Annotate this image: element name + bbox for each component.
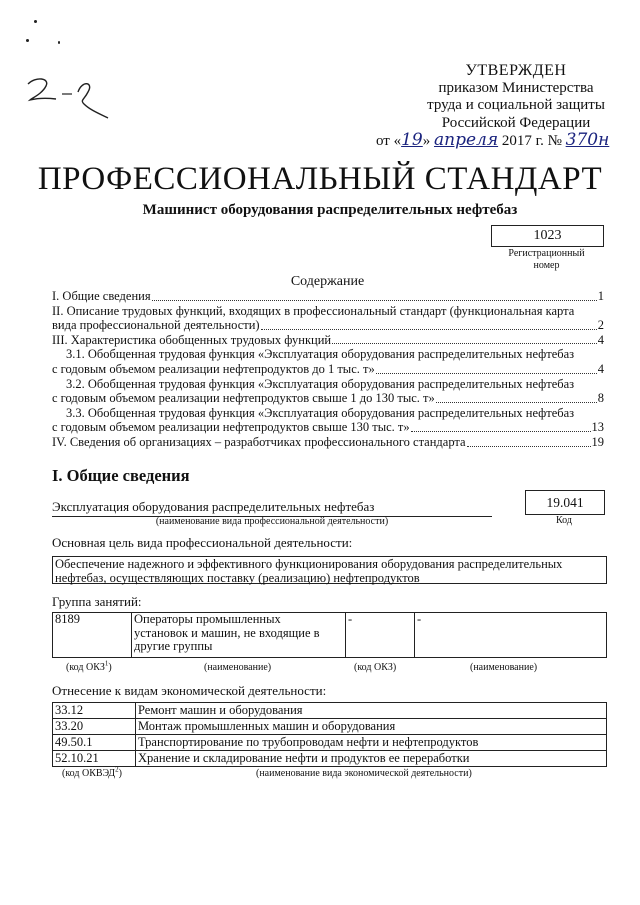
date-year: 2017 г. № [501, 133, 562, 149]
goal-text-line-1: Обеспечение надежного и эффективного функционирования оборудования распределительных [55, 557, 563, 571]
toc-entry-ii-line1[interactable]: II. Описание трудовых функций, входящих в профессиональный стандарт (функциональная карта [52, 303, 575, 318]
date-prefix: от « [376, 133, 402, 149]
approval-line-2: труда и социальной защиты [427, 97, 605, 113]
okved-name-cell: Хранение и складирование нефти и продуктов ее переработки [136, 751, 607, 767]
toc-entry-3-2-line1[interactable]: 3.2. Обобщенная трудовая функция «Эксплуатация оборудования распределительных нефтебаз [66, 376, 575, 391]
toc-entry-3-3-line1[interactable]: 3.3. Обобщенная трудовая функция «Эксплуатация оборудования распределительных нефтебаз [66, 405, 575, 420]
activity-code-caption: Код [556, 515, 572, 526]
toc-page: 4 [597, 361, 604, 376]
table-of-contents [52, 289, 604, 450]
caption-text: ) [118, 768, 122, 779]
okved-code-cell: 33.12 [53, 703, 136, 719]
footnote-ref: 1 [104, 659, 109, 668]
scan-speck [34, 20, 37, 23]
okz-name-line-3: другие группы [134, 639, 213, 653]
toc-title: Содержание [290, 274, 365, 289]
toc-entry-i[interactable] [52, 289, 604, 304]
scan-speck [26, 39, 29, 42]
activity-name: Эксплуатация оборудования распределительных нефтебаз [52, 499, 492, 517]
approval-title: УТВЕРЖДЕН [465, 62, 567, 79]
occupation-group-table [52, 612, 607, 658]
okved-code-cell: 33.20 [53, 719, 136, 735]
approval-line-3: Российской Федерации [441, 114, 591, 131]
okved-name-cell: Транспортирование по трубопроводам нефти и нефтепродуктов [136, 735, 607, 751]
toc-text: III. Характеристика обобщенных трудовых функций [52, 332, 332, 347]
okz-code-cell-2: - [346, 613, 415, 658]
scan-speck [58, 41, 60, 44]
toc-entry-ii[interactable] [52, 318, 604, 333]
caption-text: (код ОКЗ [66, 662, 105, 673]
econ-label: Отнесение к видам экономической деятельности: [52, 683, 327, 698]
economic-activity-table [52, 702, 607, 767]
toc-leader [376, 373, 597, 374]
toc-page: 4 [597, 332, 604, 347]
okz-name-cell-2: - [415, 613, 607, 658]
toc-entry-3-1[interactable] [52, 362, 604, 377]
okz-name-cell [132, 613, 346, 658]
toc-text: с годовым объемом реализации нефтепродуктов свыше 130 тыс. т» [52, 420, 410, 435]
toc-text: с годовым объемом реализации нефтепродуктов свыше 1 до 130 тыс. т» [52, 391, 435, 406]
toc-page: 19 [591, 434, 604, 449]
table-row [53, 719, 607, 735]
footnote-ref: 2 [115, 765, 119, 774]
table-row [53, 751, 607, 767]
okz-name-line-1: Операторы промышленных [134, 612, 281, 626]
toc-entry-iv[interactable] [52, 435, 604, 450]
handwritten-mark-icon [22, 70, 112, 120]
caption-okved-code [62, 765, 122, 779]
toc-text: с годовым объемом реализации нефтепродуктов до 1 тыс. т» [52, 361, 375, 376]
approval-block [376, 62, 636, 151]
goal-label: Основная цель вида профессиональной деятельности: [52, 535, 353, 550]
table-row [53, 735, 607, 751]
okz-code-cell: 8189 [53, 613, 132, 658]
toc-leader [467, 446, 591, 447]
caption-okved-name: (наименование вида экономической деятельности) [256, 768, 472, 779]
table-row [53, 613, 607, 658]
caption-text: (код ОКВЭД [62, 768, 116, 779]
activity-caption: (наименование вида профессиональной деятельности) [155, 516, 389, 527]
date-month: апреля [434, 130, 499, 150]
caption-okz-code [66, 659, 112, 673]
caption-okz-name-2: (наименование) [470, 662, 538, 673]
goal-text-line-2: нефтебаз, осуществляющих поставку (реализацию) нефтепродуктов [55, 571, 420, 585]
toc-entry-3-1-line1[interactable]: 3.1. Обобщенная трудовая функция «Эксплуатация оборудования распределительных нефтебаз [66, 347, 575, 362]
toc-page: 1 [597, 289, 604, 303]
toc-text: вида профессиональной деятельности) [52, 318, 260, 333]
caption-okz-code-2: (код ОКЗ) [354, 662, 397, 673]
toc-page: 2 [597, 318, 604, 333]
toc-text: IV. Сведения об организациях – разработчиках профессионального стандарта [52, 434, 466, 449]
toc-entry-3-3[interactable] [52, 420, 604, 435]
registration-number-box: 1023 [491, 225, 604, 247]
toc-leader [152, 300, 597, 301]
section-heading: I. Общие сведения [52, 466, 190, 485]
standard-title: ПРОФЕССИОНАЛЬНЫЙ СТАНДАРТ [37, 161, 603, 197]
toc-page: 13 [591, 420, 604, 435]
goal-box [52, 556, 607, 584]
toc-leader [261, 329, 597, 330]
toc-leader [332, 343, 597, 344]
standard-subtitle: Машинист оборудования распределительных нефтебаз [142, 202, 518, 218]
okved-code-cell: 52.10.21 [53, 751, 136, 767]
toc-leader [411, 431, 591, 432]
approval-date-line [376, 132, 636, 151]
approval-line-1: приказом Министерства [438, 79, 594, 96]
toc-entry-3-2[interactable] [52, 391, 604, 406]
okz-name-line-2: установок и машин, не входящие в [134, 625, 320, 640]
group-label: Группа занятий: [52, 594, 142, 609]
activity-code-box: 19.041 [525, 490, 605, 515]
okved-body [53, 703, 607, 767]
okved-code-cell: 49.50.1 [53, 735, 136, 751]
reg-label-line-2: номер [533, 260, 560, 271]
toc-leader [436, 402, 597, 403]
date-day: 19 [401, 130, 423, 150]
order-number: 370н [565, 130, 610, 150]
toc-page: 8 [597, 391, 604, 406]
caption-okz-name: (наименование) [204, 662, 272, 673]
okved-name-cell: Монтаж промышленных машин и оборудования [136, 719, 607, 735]
date-mid: » [422, 133, 431, 149]
reg-label-line-1: Регистрационный [508, 248, 585, 259]
registration-number-label [491, 248, 602, 272]
toc-entry-iii[interactable] [52, 333, 604, 348]
okved-name-cell: Ремонт машин и оборудования [136, 703, 607, 719]
table-row [53, 703, 607, 719]
toc-text: I. Общие сведения [52, 289, 151, 303]
caption-text: ) [108, 662, 112, 673]
